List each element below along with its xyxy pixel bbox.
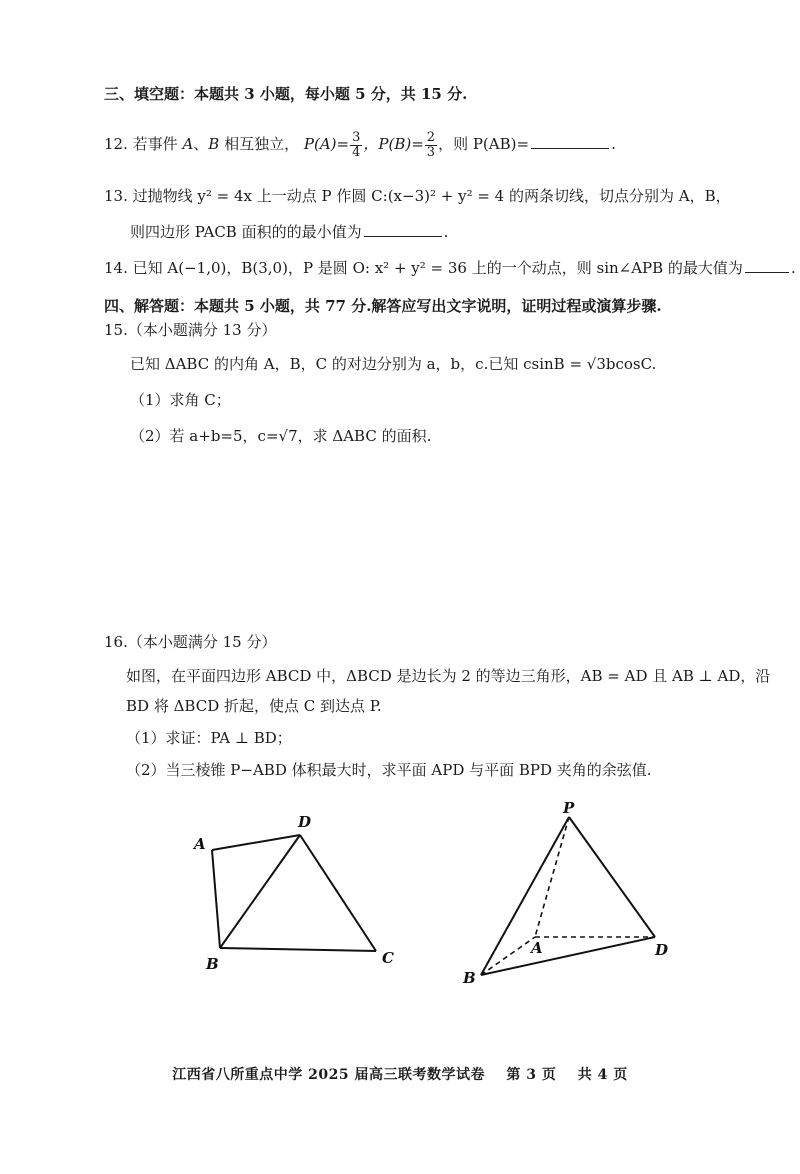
q14-end: . <box>790 259 796 277</box>
fig2-label-b: B <box>463 969 476 987</box>
q12-answer-blank[interactable] <box>531 134 609 149</box>
q12-number: 12. <box>104 135 128 153</box>
figure-planar-quadrilateral <box>180 805 420 985</box>
question-13-line2 <box>130 222 800 242</box>
q16-header: 16.（本小题满分 15 分） <box>104 633 277 651</box>
edge-bd <box>481 937 655 975</box>
q12-pb-fraction: $\frac{2}{3}$ <box>426 129 436 160</box>
fig1-label-b: B <box>206 955 219 973</box>
edge-pd <box>569 817 655 937</box>
q16-stem-line2: BD 将 ΔBCD 折起，使点 C 到达点 P. <box>126 697 382 715</box>
edge-dc <box>300 835 376 951</box>
q15-stem: 已知 ΔABC 的内角 A，B，C 的对边分别为 a，b，c.已知 csinB = √3bcosC. <box>130 355 657 373</box>
q12-pa-fraction: $\frac{3}{4}$ <box>352 129 361 160</box>
edge-ab <box>212 850 220 948</box>
section3-heading: 三、填空题：本题共 3 小题，每小题 5 分，共 15 分. <box>104 85 468 103</box>
edge-pa-hidden <box>535 817 569 937</box>
footer-school: 江西省八所重点中学 2025 届高三联考数学试卷 <box>172 1067 485 1083</box>
question-14 <box>104 258 800 278</box>
section4-heading: 四、解答题：本题共 5 小题，共 77 分.解答应写出文字说明，证明过程或演算步骤. <box>104 297 662 315</box>
q15-part2: （2）若 a+b=5，c=√7，求 ΔABC 的面积. <box>130 427 432 445</box>
q15-header: 15.（本小题满分 13 分） <box>104 321 277 339</box>
q14-text: 已知 A(−1,0)，B(3,0)，P 是圆 O: x² + y² = 36 上的一个动点，则 sin∠APB 的最大值为 <box>132 259 743 277</box>
fig1-label-a: A <box>194 835 206 853</box>
q16-stem-line1: 如图，在平面四边形 ABCD 中，ΔBCD 是边长为 2 的等边三角形，AB = AD 且 AB ⊥ AD，沿 <box>126 667 771 685</box>
q16-part2: （2）当三棱锥 P−ABD 体积最大时，求平面 APD 与平面 BPD 夹角的余弦值. <box>126 761 652 779</box>
page-footer <box>0 1064 800 1084</box>
q12-tail: ，则 P(AB)= <box>438 135 530 153</box>
figure-tetrahedron <box>455 795 685 995</box>
fig1-label-c: C <box>382 949 394 967</box>
q16-part1: （1）求证：PA ⊥ BD； <box>126 729 292 747</box>
fig1-label-d: D <box>298 813 312 831</box>
q12-pb-label: ，P(B)= <box>363 135 424 153</box>
q15-part1: （1）求角 C； <box>130 391 231 409</box>
footer-page: 第 3 页 <box>506 1067 557 1083</box>
edge-pb <box>481 817 569 975</box>
q13-answer-blank[interactable] <box>364 222 442 237</box>
q14-answer-blank[interactable] <box>745 258 789 273</box>
edge-ad <box>212 835 300 850</box>
q13-end: . <box>443 223 449 241</box>
fig2-label-d: D <box>655 941 669 959</box>
question-13-line1 <box>104 186 800 206</box>
footer-total: 共 4 页 <box>577 1067 628 1083</box>
question-12: 12. 若事件 A、B 相互独立， P(A)= $\frac{3}{4}$ ，P(B)= $\frac{2}{3}$ ，则 P(AB)= . <box>104 129 616 160</box>
q12-text-a: 若事件 <box>132 135 178 153</box>
fig2-label-a: A <box>531 939 543 957</box>
q12-end: . <box>611 135 616 153</box>
q13-number: 13. <box>104 187 128 205</box>
q12-pa-label: P(A)= <box>303 135 350 153</box>
q13-line2: 则四边形 PACB 面积的的最小值为 <box>130 223 362 241</box>
fig2-label-p: P <box>563 799 575 817</box>
q13-line1: 过抛物线 y² = 4x 上一动点 P 作圆 C:(x−3)² + y² = 4 的两条切线，切点分别为 A，B， <box>132 187 731 205</box>
q14-number: 14. <box>104 259 128 277</box>
edge-bc <box>220 948 376 951</box>
q12-text-b: 相互独立， <box>224 135 300 153</box>
edge-bd <box>220 835 300 948</box>
